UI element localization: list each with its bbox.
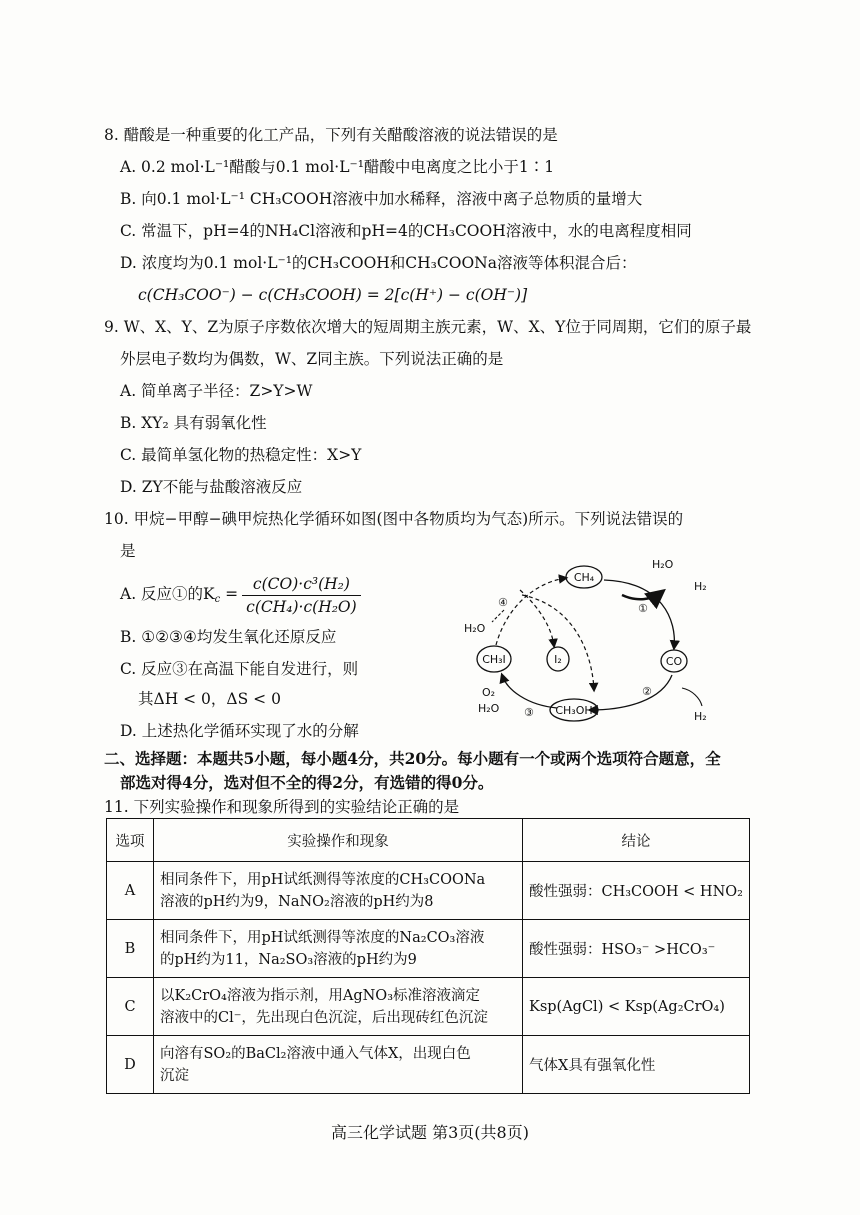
q10-option-c-line2: 其ΔH < 0，ΔS < 0 — [138, 690, 281, 708]
table-row — [107, 920, 750, 978]
label-step-1: ① — [638, 602, 648, 615]
row-b-conclusion: 酸性强弱：HSO₃⁻ >HCO₃⁻ — [523, 920, 750, 978]
label-step-3: ③ — [524, 706, 534, 719]
label-o2: O₂ — [482, 686, 496, 699]
row-b-operation-line2: 的pH约为11，Na₂SO₃溶液的pH约为9 — [160, 951, 417, 968]
node-ch3oh: CH₃OH — [555, 704, 593, 717]
table-header-row — [107, 819, 750, 862]
row-d-operation-line1: 向溶有SO₂的BaCl₂溶液中通入气体X，出现白色 — [160, 1045, 471, 1062]
q9-option-a: A. 简单离子半径：Z>Y>W — [120, 382, 313, 400]
label-h2o-left: H₂O — [464, 622, 486, 635]
row-a-operation — [154, 862, 523, 920]
q11-stem: 11. 下列实验操作和现象所得到的实验结论正确的是 — [104, 798, 460, 816]
node-ch4: CH₄ — [573, 571, 595, 584]
row-a-conclusion: 酸性强弱：CH₃COOH < HNO₂ — [523, 862, 750, 920]
q9-stem-line2: 外层电子数均为偶数，W、Z同主族。下列说法正确的是 — [120, 350, 504, 368]
q8-option-d-equation: c(CH₃COO⁻) − c(CH₃COOH) = 2[c(H⁺) − c(OH⁻)] — [138, 286, 528, 304]
row-d-conclusion: 气体X具有强氧化性 — [523, 1036, 750, 1094]
label-h2o-bottom: H₂O — [478, 702, 500, 715]
q10-option-c-line1: C. 反应③在高温下能自发进行，则 — [120, 660, 359, 678]
q10-a-kc-sub: c — [214, 594, 221, 605]
row-c-operation — [154, 978, 523, 1036]
row-a-operation-line2: 溶液的pH约为9，NaNO₂溶液的pH约为8 — [160, 893, 434, 910]
label-h2-right: H₂ — [694, 710, 707, 723]
cycle-arc-5 — [522, 595, 594, 690]
label-step-4: ④ — [498, 596, 508, 609]
label-step-2: ② — [642, 685, 652, 698]
cycle-arc-3 — [502, 675, 557, 708]
q8-stem: 8. 醋酸是一种重要的化工产品，下列有关醋酸溶液的说法错误的是 — [104, 126, 558, 144]
node-i2: I₂ — [554, 653, 562, 666]
q10-stem-line2: 是 — [120, 542, 136, 560]
page-footer: 高三化学试题 第3页(共8页) — [331, 1123, 529, 1142]
header-conclusion: 结论 — [523, 819, 750, 862]
cycle-arc-4 — [496, 578, 566, 645]
cycle-arc-2 — [590, 675, 672, 710]
q10-a-denominator: c(CH₄)·c(H₂O) — [246, 597, 357, 616]
q9-option-c: C. 最简单氢化物的热稳定性：X>Y — [120, 446, 362, 464]
header-operation: 实验操作和现象 — [154, 819, 523, 862]
row-c-operation-line1: 以K₂CrO₄溶液为指示剂，用AgNO₃标准溶液滴定 — [160, 987, 481, 1004]
row-b-operation-line1: 相同条件下，用pH试纸测得等浓度的Na₂CO₃溶液 — [160, 929, 485, 946]
q8-option-a: A. 0.2 mol·L⁻¹醋酸与0.1 mol·L⁻¹醋酸中电离度之比小于1∶1 — [120, 158, 555, 176]
header-option: 选项 — [107, 819, 154, 862]
row-d-option: D — [107, 1036, 154, 1094]
row-a-option: A — [107, 862, 154, 920]
q10-option-a: A. 反应①的$K_c$ = $\frac{\text{c(CO)·c³(H₂)}}{\text{c(CH₄)·c(H₂O)}}$ — [120, 566, 365, 628]
row-b-operation — [154, 920, 523, 978]
row-d-operation — [154, 1036, 523, 1094]
q10-a-prefix: A. 反应①的K — [120, 585, 215, 603]
table-row — [107, 862, 750, 920]
cycle-arc-6 — [520, 590, 554, 646]
cycle-arc-7 — [492, 610, 504, 622]
q10-option-b: B. ①②③④均发生氧化还原反应 — [120, 628, 337, 646]
q8-option-c: C. 常温下，pH=4的NH₄Cl溶液和pH=4的CH₃COOH溶液中，水的电离程度相同 — [120, 222, 692, 240]
node-ch3i: CH₃I — [482, 653, 506, 666]
q9-option-b: B. XY₂ 具有弱氧化性 — [120, 414, 267, 432]
thermochemical-cycle-diagram — [462, 550, 732, 725]
row-c-option: C — [107, 978, 154, 1036]
row-d-operation-line2: 沉淀 — [160, 1067, 189, 1084]
q8-option-b: B. 向0.1 mol·L⁻¹ CH₃COOH溶液中加水稀释，溶液中离子总物质的量增大 — [120, 190, 643, 208]
q10-stem-line1: 10. 甲烷−甲醇−碘甲烷热化学循环如图(图中各物质均为气态)所示。下列说法错误的 — [104, 510, 684, 528]
row-c-conclusion: Ksp(AgCl) < Ksp(Ag₂CrO₄) — [523, 978, 750, 1036]
q10-a-numerator: c(CO)·c³(H₂) — [242, 573, 361, 596]
row-c-operation-line2: 溶液中的Cl⁻，先出现白色沉淀，后出现砖红色沉淀 — [160, 1009, 488, 1026]
q10-option-d: D. 上述热化学循环实现了水的分解 — [120, 722, 359, 740]
section2-header-line2: 部选对得4分，选对但不全的得2分，有选错的得0分。 — [120, 773, 494, 792]
node-co: CO — [665, 655, 683, 668]
row-a-operation-line1: 相同条件下，用pH试纸测得等浓度的CH₃COONa — [160, 871, 486, 888]
section2-header-line1: 二、选择题：本题共5小题，每小题4分，共20分。每小题有一个或两个选项符合题意，全 — [104, 749, 721, 768]
label-h2o-top: H₂O — [652, 558, 674, 571]
q9-stem-line1: 9. W、X、Y、Z为原子序数依次增大的短周期主族元素，W、X、Y位于同周期，它们的原子最 — [104, 318, 752, 336]
q10-a-fraction — [242, 573, 361, 618]
q11-experiment-table — [106, 818, 750, 1094]
table-row — [107, 978, 750, 1036]
q8-option-d: D. 浓度均为0.1 mol·L⁻¹的CH₃COOH和CH₃COONa溶液等体积混合后： — [120, 254, 637, 272]
label-h2-top: H₂ — [694, 580, 707, 593]
row-b-option: B — [107, 920, 154, 978]
q9-option-d: D. ZY不能与盐酸溶液反应 — [120, 478, 303, 496]
table-row — [107, 1036, 750, 1094]
